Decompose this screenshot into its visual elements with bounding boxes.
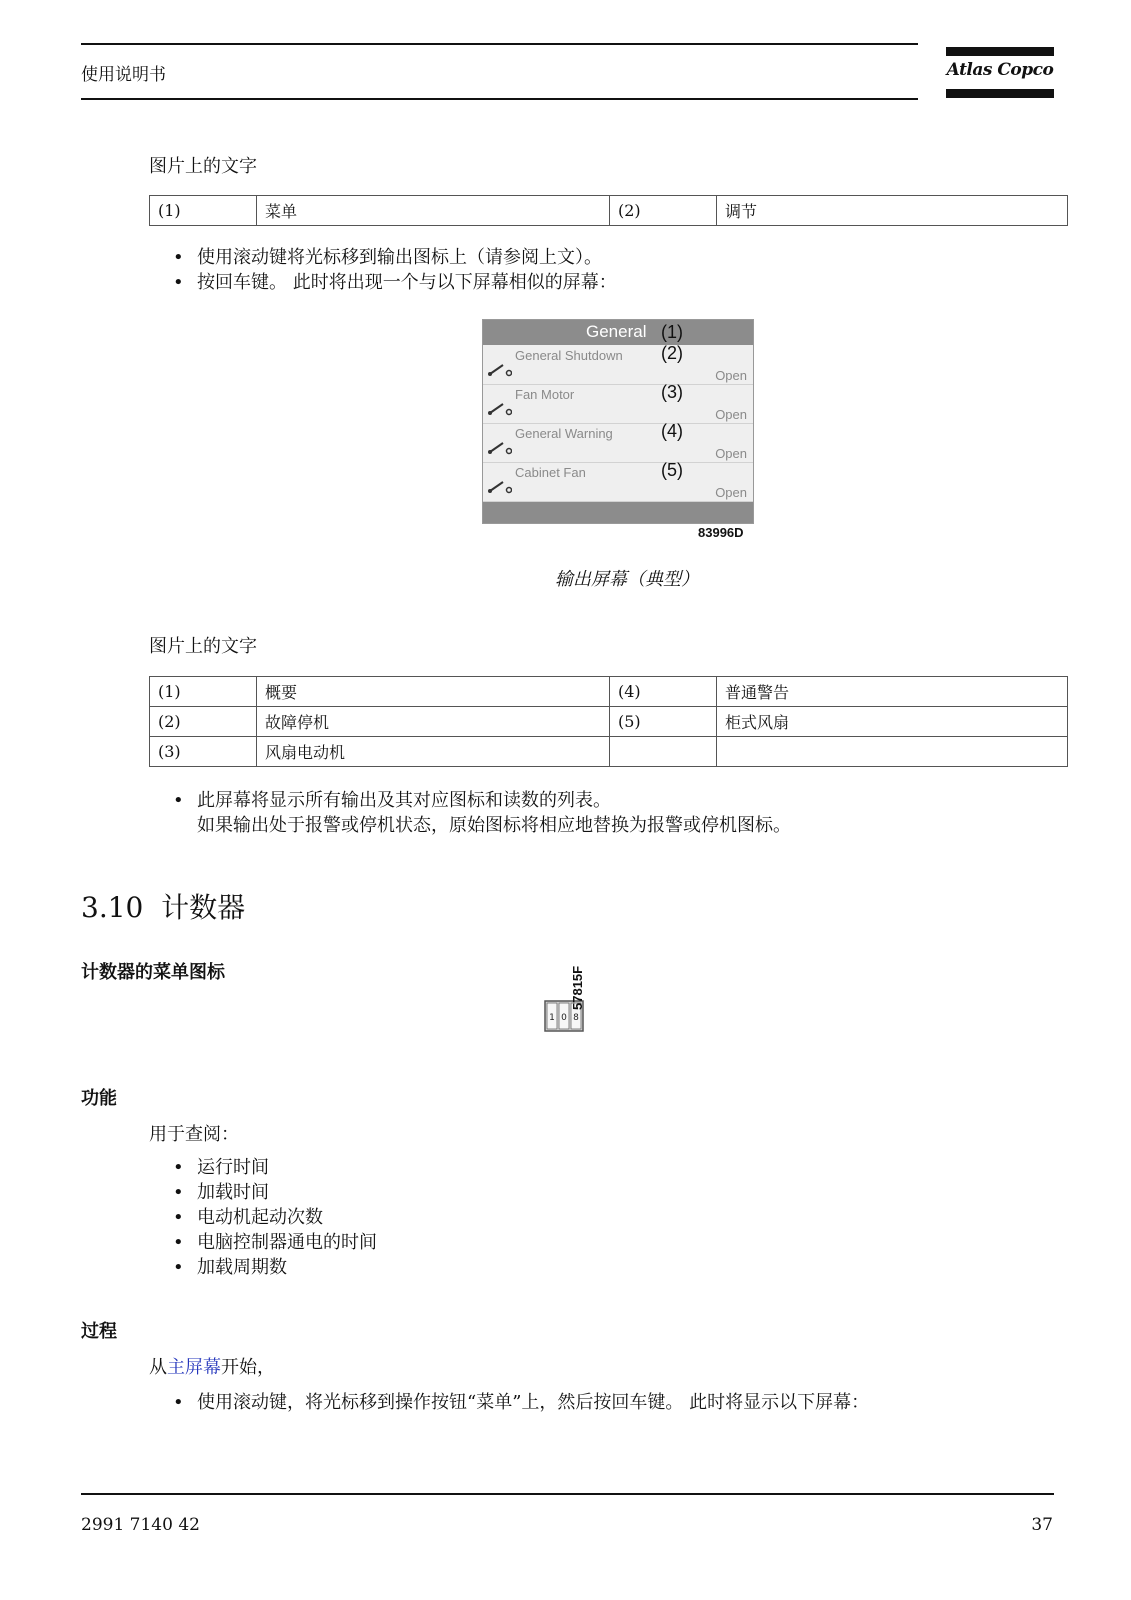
procedure-suffix: 开始， [221,1357,275,1378]
section-heading [81,886,245,926]
screen-row [483,423,753,463]
table-row [150,196,1068,226]
list-item-line: 如果输出处于报警或停机状态，原始图标将相应地替换为报警或停机图标。 [197,815,791,836]
legend-num: (2) [610,196,717,226]
legend-num [610,737,717,767]
list-item: • 加载时间 [173,1180,377,1205]
switch-open-icon [488,361,512,377]
figure-caption: 输出屏幕（典型） [555,569,699,590]
screen-row-value: Open [715,446,747,461]
header-title: 使用说明书 [81,65,166,85]
screen-row-name: Cabinet Fan [515,465,586,480]
procedure-intro [149,1353,275,1379]
image-code: 83996D [698,525,744,540]
brand-name: Atlas Copco [946,60,1054,80]
icon-code: 57815F [570,965,585,1010]
legend-text: 调节 [717,196,1068,226]
legend-num: (4) [610,677,717,707]
svg-text:8: 8 [573,1013,579,1023]
brand-logo [946,47,1054,101]
screen-title: General [586,322,647,341]
switch-open-icon [488,400,512,416]
main-screen-link[interactable]: 主屏幕 [167,1357,221,1378]
list-item: • 使用滚动键，将光标移到操作按钮“菜单”上，然后按回车键。 此时将显示以下屏幕： [173,1390,869,1415]
function-heading: 功能 [81,1088,117,1109]
screen-header [483,320,753,345]
switch-open-icon [488,478,512,494]
footer-page-number: 37 [1031,1515,1053,1535]
legend2-table [149,676,1068,767]
screen-row-value: Open [715,485,747,500]
header-bottom-rule [81,98,918,100]
list-item: • 使用滚动键将光标移到输出图标上（请参阅上文）。 [173,245,617,270]
svg-text:1: 1 [549,1013,555,1023]
section-title: 计数器 [161,891,246,924]
list-item [173,788,791,838]
legend2-caption: 图片上的文字 [149,636,257,657]
list-item: • 电脑控制器通电的时间 [173,1230,377,1255]
legend-text: 概要 [257,677,610,707]
screen-footer [483,502,753,523]
table-row [150,677,1068,707]
legend-text: 柜式风扇 [717,707,1068,737]
bullet-list-2 [173,788,791,838]
screen-row [483,345,753,385]
bullet-list-1 [173,245,617,295]
procedure-heading: 过程 [81,1321,117,1342]
footer-doc-number: 2991 7140 42 [81,1515,200,1535]
screen-row-name: General Shutdown [515,348,623,363]
screen-row-name: Fan Motor [515,387,575,402]
callout-label: (5) [661,460,683,480]
menu-icon-heading: 计数器的菜单图标 [81,962,225,983]
callout-label: (3) [661,382,683,402]
procedure-list [173,1390,869,1415]
legend-text: 故障停机 [257,707,610,737]
list-item-line: 此屏幕将显示所有输出及其对应图标和读数的列表。 [197,790,611,811]
legend-num: (3) [150,737,257,767]
screen-row [483,384,753,424]
legend-text [717,737,1068,767]
legend1-caption: 图片上的文字 [149,156,257,177]
svg-text:0: 0 [561,1013,567,1023]
section-number: 3.10 [81,891,144,924]
legend1-table [149,195,1068,226]
screen-row-value: Open [715,368,747,383]
legend-num: (1) [150,677,257,707]
legend-text: 普通警告 [717,677,1068,707]
procedure-prefix: 从 [149,1357,167,1378]
list-item: • 运行时间 [173,1155,377,1180]
list-item: • 按回车键。 此时将出现一个与以下屏幕相似的屏幕： [173,270,617,295]
callout-label: (4) [661,421,683,441]
legend-text: 风扇电动机 [257,737,610,767]
legend-text: 菜单 [257,196,610,226]
screen-row [483,462,753,502]
screen-row-value: Open [715,407,747,422]
callout-label: (1) [661,322,683,342]
switch-open-icon [488,439,512,455]
function-list [173,1155,377,1280]
legend-num: (5) [610,707,717,737]
output-screen-image [482,319,754,524]
footer-rule [81,1493,1054,1495]
legend-num: (1) [150,196,257,226]
legend-num: (2) [150,707,257,737]
list-item: • 加载周期数 [173,1255,377,1280]
table-row [150,737,1068,767]
list-item: • 电动机起动次数 [173,1205,377,1230]
table-row [150,707,1068,737]
header-top-rule [81,43,918,45]
function-intro: 用于查阅： [149,1124,239,1145]
screen-row-name: General Warning [515,426,613,441]
callout-label: (2) [661,343,683,363]
